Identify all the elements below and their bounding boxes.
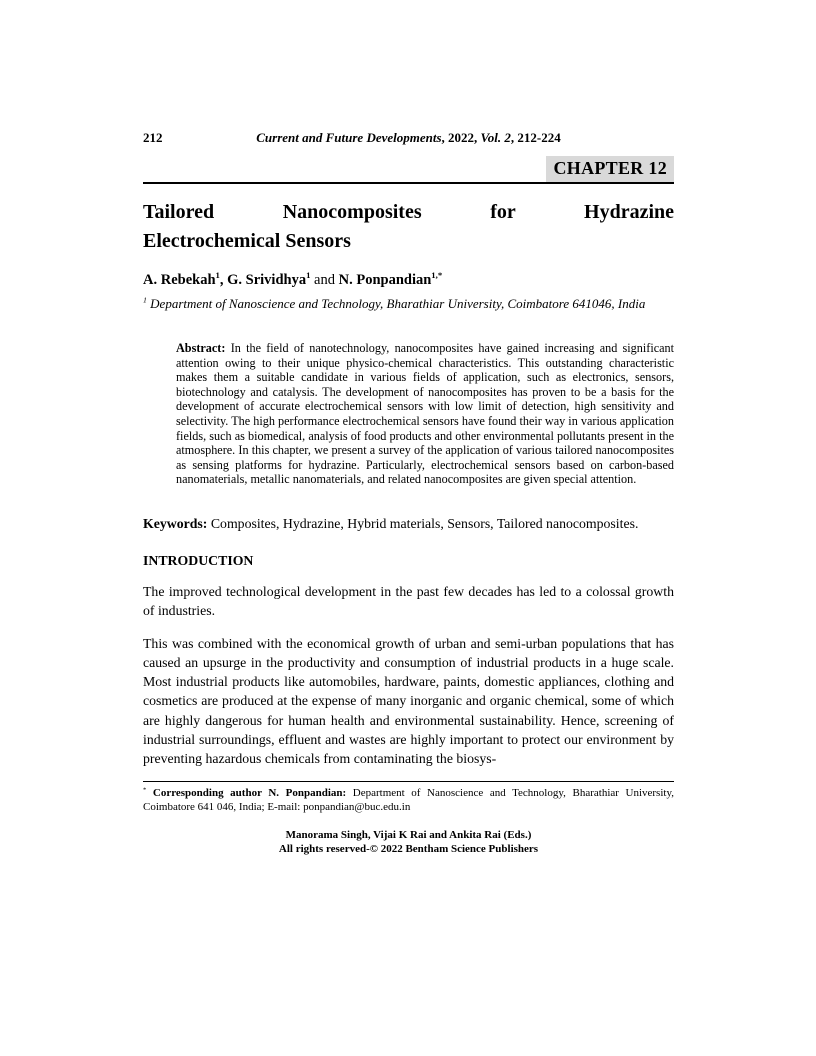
chapter-row [143,156,674,182]
running-title [203,130,614,146]
abstract-label: Abstract: [176,341,226,355]
running-title-year: , 2022, [441,130,481,145]
keywords-line [143,514,674,534]
intro-paragraph-1: The improved technological development in the past few decades has led to a colossal growth of industries. [143,583,674,619]
page-content [143,130,674,856]
running-title-journal: Current and Future Developments [256,130,442,145]
page-number: 212 [143,130,163,145]
authors-line [143,272,674,289]
chapter-title [143,198,674,256]
editors-line: Manorama Singh, Vijai K Rai and Ankita Rai (Eds.) [285,828,532,841]
author-1: A. Rebekah$^1$, G. Srividhya$^1$ [143,270,311,288]
copyright-line: All rights reserved-© 2022 Bentham Science Publishers [278,842,539,855]
abstract-text: In the field of nanotechnology, nanocomposites have gained increasing and significant attention owing to their unique physico-chemical characteristics. This outstanding characteristic makes them a suitable candidate in various fields of application, such as electronics, sensors, biotechnology and catalysis. The development of nanocomposites has proven to be a basis for the development of accurate electrochemical sensors with low limit of detection, high sensitivity and selectivity. The high performance electrochemical sensors have found their way in various application fields, such as biomedical, analysis of food products and other environmental pollutants present in the atmosphere. In this chapter, we present a survey of the application of various tailored nanocomposites as sensing platforms for hydrazine. Particularly, electrochemical sensors based on carbon-based nanomaterials, metallic nanomaterials, and related nanocomposites are given special attention. [176,341,675,487]
running-title-pages: , 212-224 [510,130,561,145]
introduction-heading: INTRODUCTION [143,552,254,568]
affiliation-marker: 1 [143,295,147,305]
affiliation-text: Department of Nanoscience and Technology, Bharathiar University, Coimbatore 641046, India [146,296,646,311]
footnote-text: Department of Nanoscience and Technology, Bharathiar University, Coimbatore 641 046, India; E-mail: ponpandian@buc.edu.in [143,786,674,813]
author-3-affil-marker: 1,* [431,270,443,281]
author-2: G. Srividhya [227,272,307,288]
header-divider [143,182,674,184]
affiliation-line [143,296,674,312]
author-1-affil-marker: 1 [215,270,220,281]
chapter-badge: CHAPTER 12 [546,156,674,182]
running-head [143,130,674,146]
running-title-volume: Vol. 2 [480,130,511,145]
chapter-title-line2: Electrochemical Sensors [143,230,351,252]
abstract-block [176,341,674,487]
author-3: N. Ponpandian$^{1,*}$ [338,270,443,288]
footnote-label: Corresponding author N. Ponpandian: [146,786,347,799]
authors-conjunction: and [310,272,339,288]
intro-paragraph-2: This was combined with the economical growth of urban and semi-urban populations that has caused an upsurge in the productivity and consumption of industrial products in a huge scale. Most industrial products like automobiles, hardware, paints, domestic appliances, clothing and cosmetics are produced at the expense of many inorganic and organic chemical, some of which are highly dangerous for human health and environmental sustainability. Hence, screening of industrial surroundings, effluent and wastes are highly important to protect our environment by preventing hazardous chemicals from contaminating the biosys- [143,635,674,767]
keywords-label: Keywords: [143,515,208,531]
publisher-note [143,828,674,856]
author-2-affil-marker: 1 [306,270,311,281]
footnote-divider [143,781,674,782]
corresponding-author-footnote [143,786,674,814]
keywords-text: Composites, Hydrazine, Hybrid materials, Sensors, Tailored nanocomposites. [210,515,639,531]
chapter-title-line1: Tailored Nanocomposites for Hydrazine [143,201,674,223]
footnote-marker: * [143,785,147,793]
